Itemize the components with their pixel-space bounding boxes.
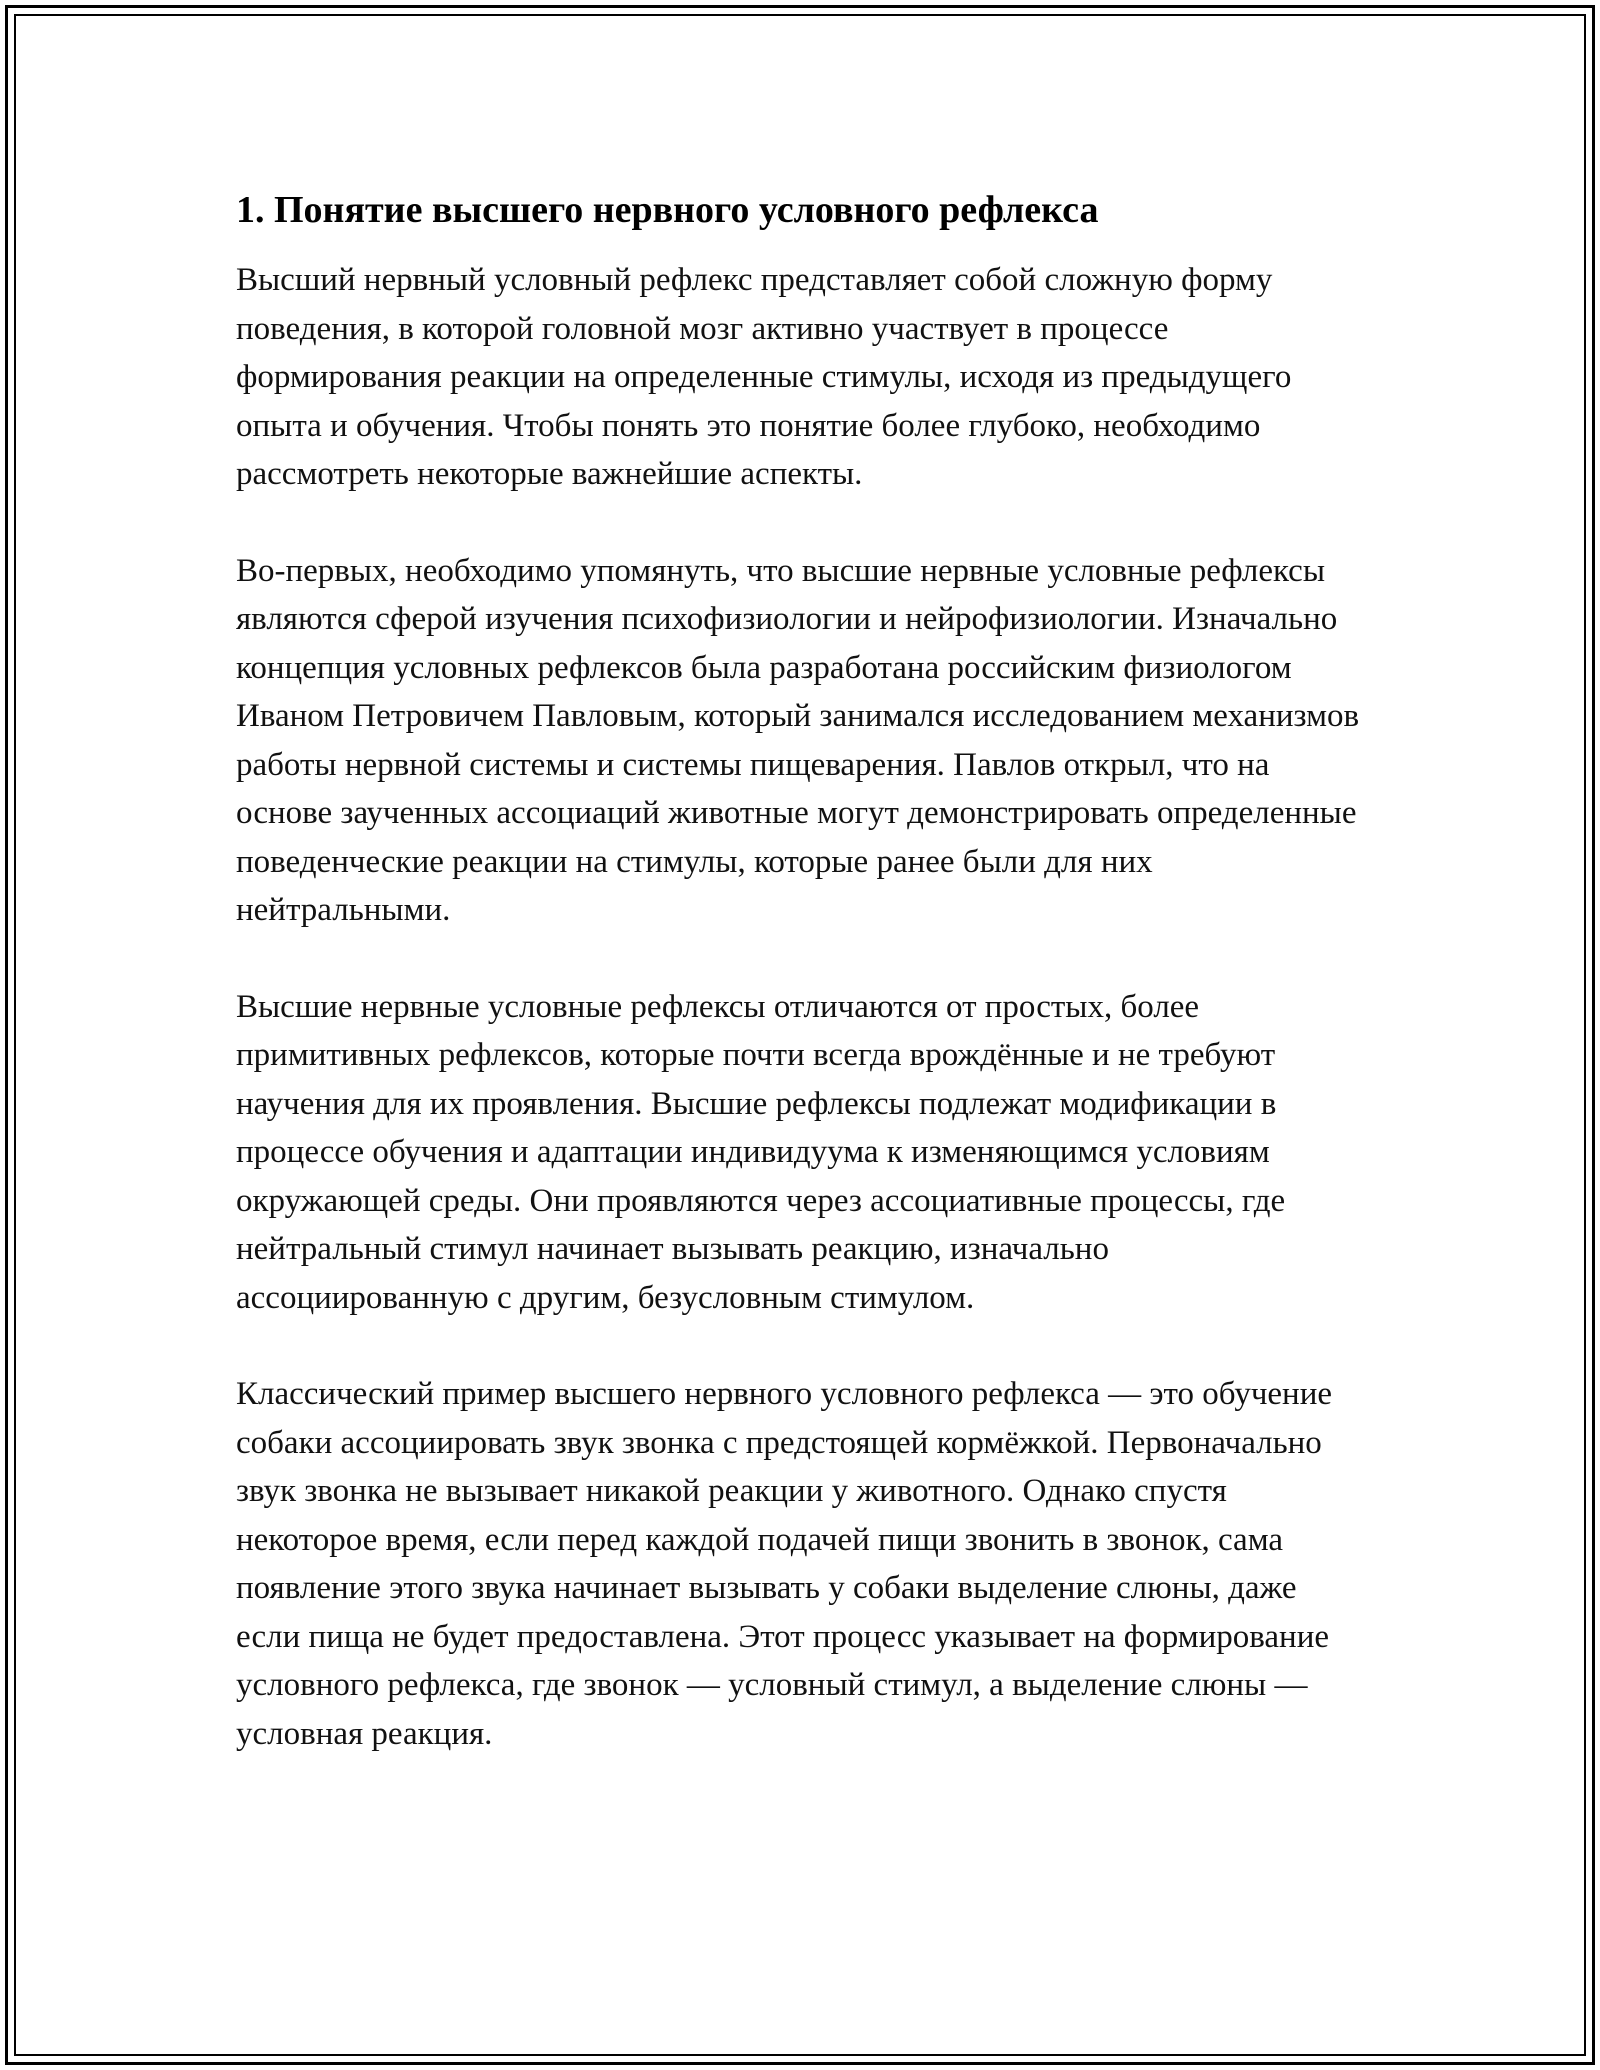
paragraph-example: Классический пример высшего нервного условного рефлекса — это обучение собаки ассоциировать звук звонка с предстоящей кормёжкой. Первоначально звук звонка не вызывает никакой реакции у животного. Однако спустя некоторое время, если перед каждой подачей пищи звонить в звонок, сама появление этого звука начинает вызывать у собаки выделение слюны, даже если пища не будет предоставлена. Этот процесс указывает на формирование условного рефлекса, где звонок — условный стимул, а выделение слюны — условная реакция. <box>236 1376 1333 1752</box>
section-heading: 1. Понятие высшего нервного условного рефлекса <box>236 189 1099 231</box>
paragraph-intro: Высший нервный условный рефлекс представляет собой сложную форму поведения, в которой головной мозг активно участвует в процессе формирования реакции на определенные стимулы, исходя из предыдущего опыта и обучения. Чтобы понять это понятие более глубоко, необходимо рассмотреть некоторые важнейшие аспекты. <box>236 262 1292 492</box>
paragraph-pavlov: Во-первых, необходимо упомянуть, что высшие нервные условные рефлексы являются сферой изучения психофизиологии и нейрофизиологии. Изначально концепция условных рефлексов была разработана российским физиологом Иваном Петровичем Павловым, который занимался исследованием механизмов работы нервной системы и системы пищеварения. Павлов открыл, что на основе заученных ассоциаций животные могут демонстрировать определенные поведенческие реакции на стимулы, которые ранее были для них нейтральными. <box>236 552 1360 928</box>
paragraph-differences: Высшие нервные условные рефлексы отличаются от простых, более примитивных рефлексов, которые почти всегда врождённые и не требуют научения для их проявления. Высшие рефлексы подлежат модификации в процессе обучения и адаптации индивидуума к изменяющимся условиям окружающей среды. Они проявляются через ассоциативные процессы, где нейтральный стимул начинает вызывать реакцию, изначально ассоциированную с другим, безусловным стимулом. <box>236 988 1286 1316</box>
document-body <box>236 186 1366 1806</box>
